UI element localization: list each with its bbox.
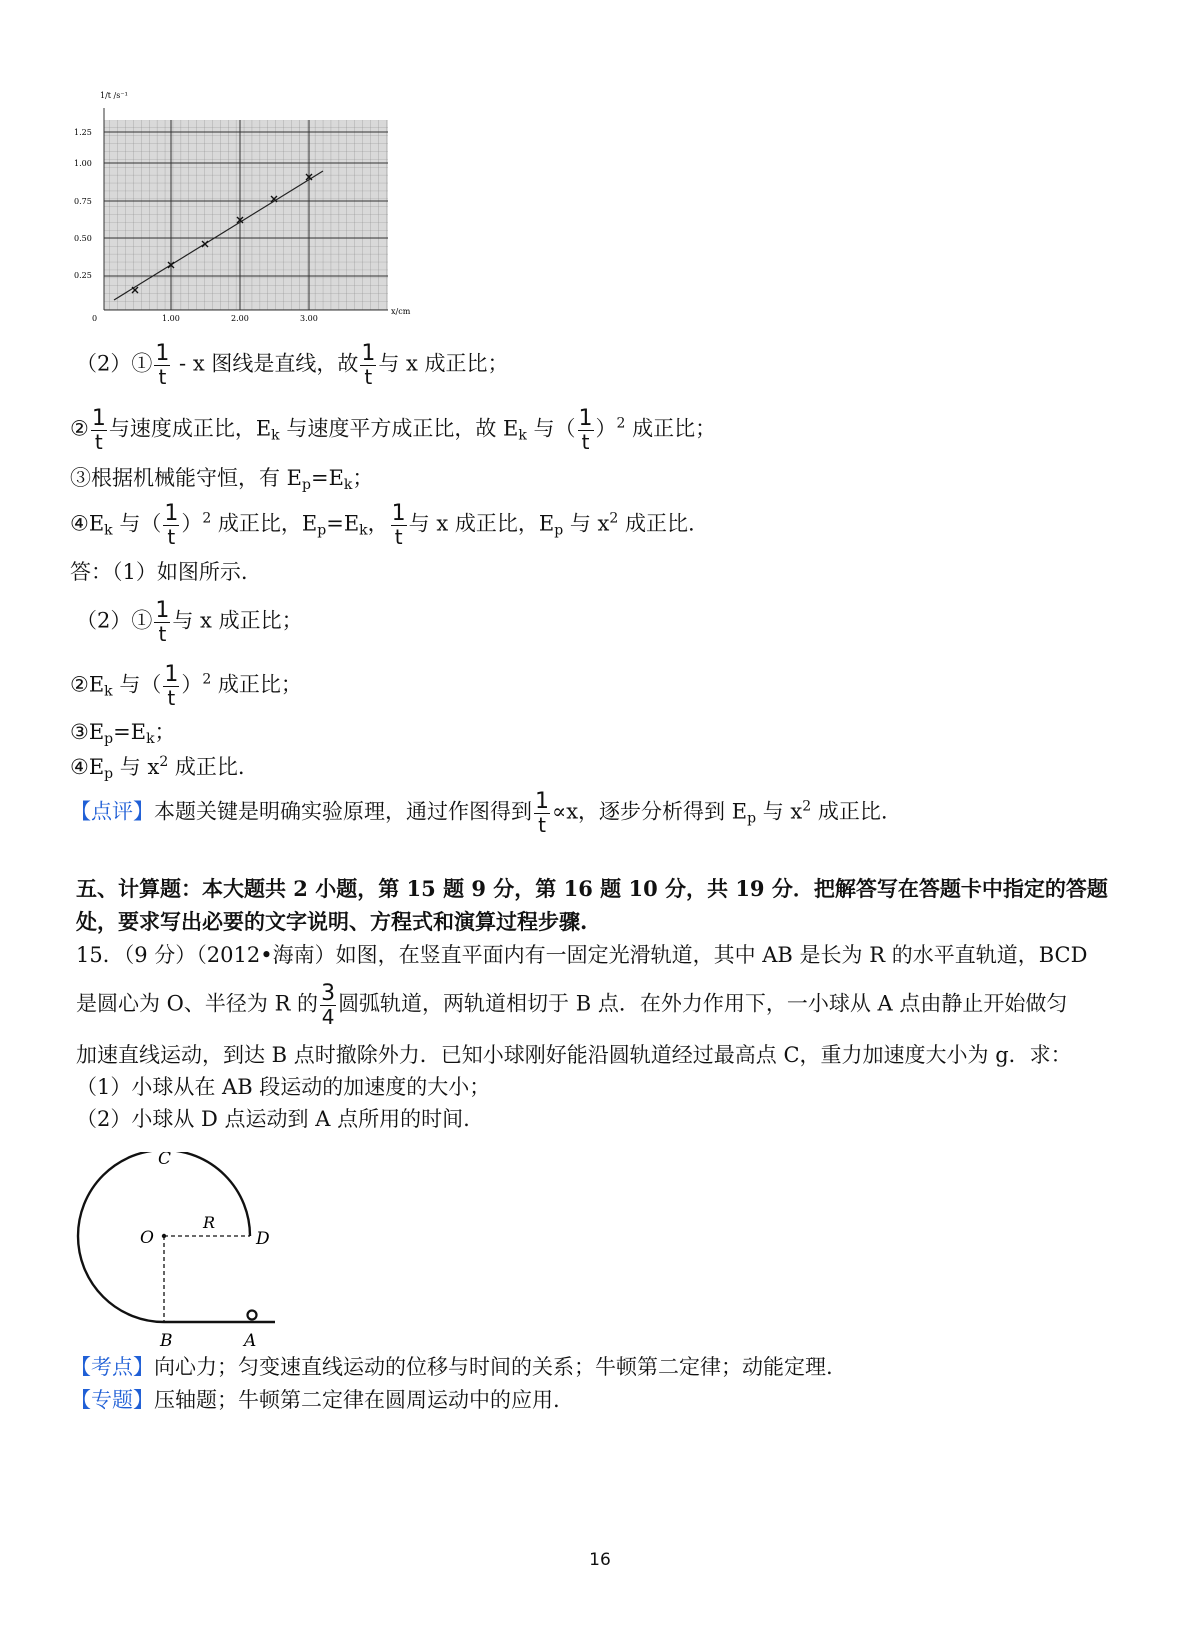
zhuanti-tag: 【专题】 bbox=[70, 1388, 154, 1412]
analysis-line-3: ③根据机械能守恒，有 $E_p=E_k$； bbox=[70, 466, 374, 493]
answer-line-4: $④E_p$ 与 $x^2$ 成正比. bbox=[70, 754, 245, 782]
analysis-line-1: （2）① $\frac{1}{t}$ - x 图线是直线，故 $\frac{1}{t}$ 与 x 成正比； bbox=[76, 341, 509, 389]
answer-line-2: $②E_k$ 与（ $\frac{1}{t}$ ）$^2$ 成正比； bbox=[70, 662, 302, 710]
x-tick: 1.00 bbox=[162, 314, 180, 323]
kaodian-line: 【考点】向心力；匀变速直线运动的位移与时间的关系；牛顿第二定律；动能定理. bbox=[70, 1355, 833, 1379]
y-tick: 1.25 bbox=[74, 128, 92, 137]
x-axis-label: x/cm bbox=[391, 307, 411, 316]
track-diagram bbox=[60, 1152, 300, 1352]
center-point bbox=[162, 1234, 166, 1238]
experiment-graph bbox=[70, 88, 430, 328]
answer-line-1: （2）① $\frac{1}{t}$ 与 x 成正比； bbox=[76, 598, 303, 646]
section-title-line-1: 五、计算题：本大题共 2 小题，第 15 题 9 分，第 16 题 10 分，共 19 分．把解答写在答题卡中指定的答题 bbox=[76, 876, 1108, 901]
label-D: D bbox=[256, 1229, 270, 1249]
answer-line-3: $③E_p=E_k$； bbox=[70, 720, 176, 747]
comment-tag: 【点评】 bbox=[70, 799, 154, 824]
comment-line: 【点评】本题关键是明确实验原理，通过作图得到 $\frac{1}{t}$ ∝x，逐步分析得到 $E_p$ 与 $x^2$ 成正比. bbox=[70, 789, 888, 837]
kaodian-tag: 【考点】 bbox=[70, 1355, 154, 1379]
problem-line-3: 加速直线运动，到达 B 点时撤除外力．已知小球刚好能沿圆轨道经过最高点 C，重力加速度大小为 g．求： bbox=[76, 1043, 1072, 1067]
problem-line-2: 是圆心为 O、半径为 R 的 $\frac{3}{4}$ 圆弧轨道，两轨道相切于 B 点．在外力作用下，一小球从 A 点由静止开始做匀 bbox=[76, 981, 1068, 1029]
label-R: R bbox=[203, 1213, 216, 1232]
fraction-3-over-4: $\frac{3}{4}$ bbox=[321, 981, 336, 1029]
y-tick: 0.50 bbox=[74, 234, 92, 243]
x-tick: 0 bbox=[92, 314, 98, 323]
fraction-1-over-t: $\frac{1}{t}$ bbox=[361, 341, 376, 389]
ball bbox=[248, 1311, 257, 1320]
y-tick: 0.25 bbox=[74, 271, 92, 280]
x-tick: 3.00 bbox=[300, 314, 318, 323]
label-B: B bbox=[160, 1331, 173, 1351]
analysis-line-4: $④E_k$ 与（ $\frac{1}{t}$ ）$^2$ 成正比，$E_p=E_k$， $\frac{1}{t}$ 与 x 成正比，$E_p$ 与 $x^2$ 成正比. bbox=[70, 501, 695, 549]
question-1: （1）小球从在 AB 段运动的加速度的大小； bbox=[76, 1075, 491, 1099]
label-A: A bbox=[244, 1331, 257, 1351]
y-axis-label: 1/t /s⁻¹ bbox=[100, 91, 128, 100]
question-2: （2）小球从 D 点运动到 A 点所用的时间. bbox=[76, 1107, 470, 1131]
answer-line-0: 答：（1）如图所示. bbox=[70, 560, 248, 584]
zhuanti-line: 【专题】压轴题；牛顿第二定律在圆周运动中的应用. bbox=[70, 1388, 560, 1412]
x-tick: 2.00 bbox=[231, 314, 249, 323]
page-number: 16 bbox=[589, 1550, 611, 1570]
analysis-line-2: ② $\frac{1}{t}$ 与速度成正比，$E_k$ 与速度平方成正比，故 $E_k$ 与（ $\frac{1}{t}$ ）$^2$ 成正比； bbox=[70, 406, 717, 454]
y-tick: 0.75 bbox=[74, 197, 92, 206]
fraction-1-over-t: $\frac{1}{t}$ bbox=[155, 341, 170, 389]
label-C: C bbox=[158, 1152, 172, 1169]
section-title-line-2: 处，要求写出必要的文字说明、方程式和演算过程步骤. bbox=[76, 909, 588, 934]
label-O: O bbox=[140, 1228, 154, 1248]
problem-line-1: 15．（9 分）（2012•海南）如图，在竖直平面内有一固定光滑轨道，其中 AB 是长为 R 的水平直轨道，BCD bbox=[76, 943, 1088, 967]
y-tick: 1.00 bbox=[74, 159, 92, 168]
